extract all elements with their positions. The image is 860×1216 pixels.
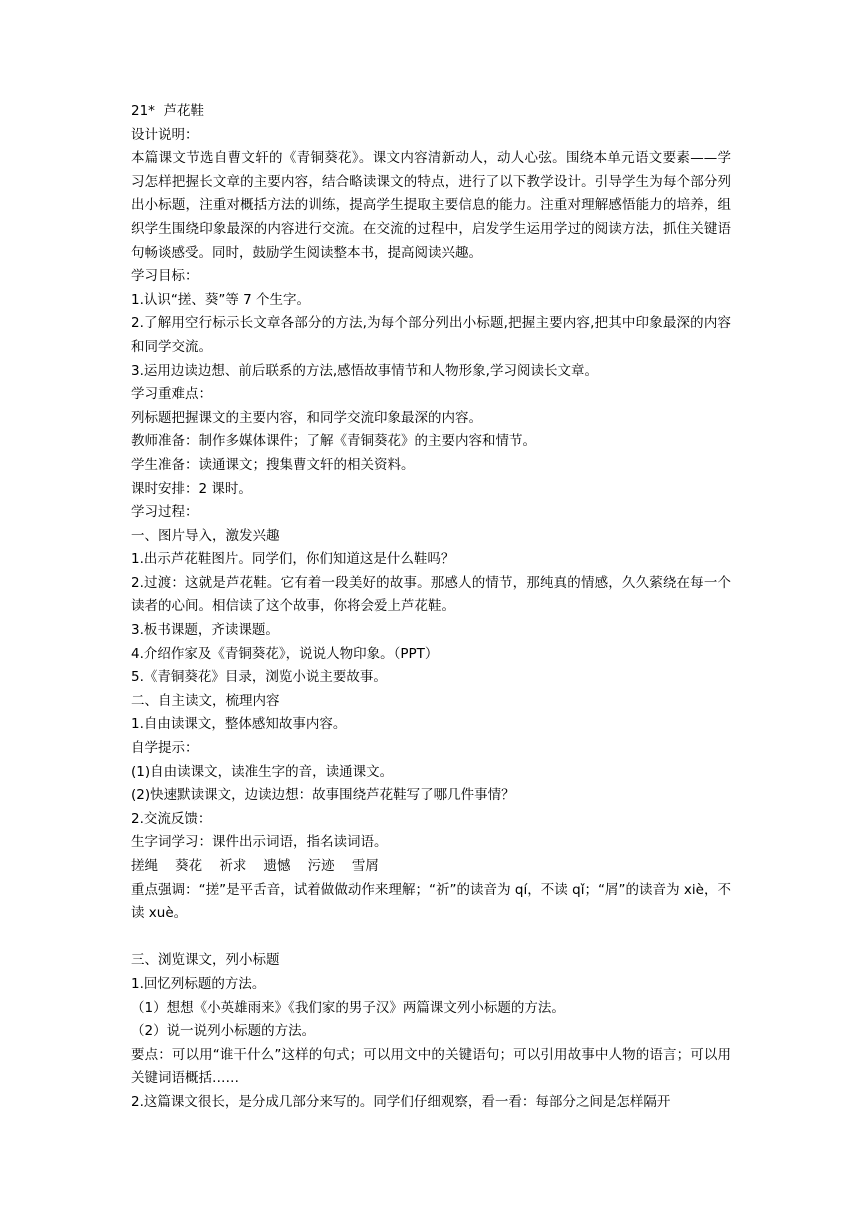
student-prep: 学生准备：读通课文；搜集曹文轩的相关资料。 <box>131 456 415 473</box>
list-item: 3.板书课题，齐读课题。 <box>131 622 279 639</box>
list-item: 5.《青铜葵花》目录，浏览小说主要故事。 <box>131 669 387 686</box>
design-paragraph: 本篇课文节选自曹文轩的《青铜葵花》。课文内容清新动人，动人心弦。围绕本单元语文要素——学习怎样把握长文章的主要内容，结合略读课文的特点，进行了以下教学设计。引导学生为每个部分列出小标题，注重对概括方法的训练，提高学生提取主要信息的能力。注重对理解感悟能力的培养，组织学生围绕印象最深的内容进行交流。在交流的过程中，启发学生运用学过的阅读方法，抓住关键语句畅谈感受。同时，鼓励学生阅读整本书，提高阅读兴趣。 <box>131 150 731 261</box>
hint-item: (2)快速默读课文，边读边想：故事围绕芦花鞋写了哪几件事情？ <box>131 787 515 804</box>
goals-label: 学习目标： <box>131 268 199 285</box>
list-item: 2.过渡：这就是芦花鞋。它有着一段美好的故事。那感人的情节，那纯真的情感，久久萦绕在每一个读者的心间。相信读了这个故事，你将会爱上芦花鞋。 <box>131 574 731 615</box>
section-heading: 三、浏览课文，列小标题 <box>131 952 280 969</box>
sub-item: （2）说一说列小标题的方法。 <box>131 1023 316 1040</box>
list-item: 2.交流反馈： <box>131 810 212 827</box>
key-points-text: 列标题把握课文的主要内容，和同学交流印象最深的内容。 <box>131 409 482 426</box>
lesson-title: 21* 芦花鞋 <box>131 103 205 119</box>
key-points-label: 学习重难点： <box>131 386 212 403</box>
hint-label: 自学提示： <box>131 740 199 757</box>
vocab-label: 生字词学习：课件出示词语，指名读词语。 <box>131 834 388 851</box>
sub-item: （1）想想《小英雄雨来》《我们家的男子汉》两篇课文列小标题的方法。 <box>131 999 565 1016</box>
list-item: 1.自由读课文，整体感知故事内容。 <box>131 716 347 733</box>
goal-item: 3.运用边读边想、前后联系的方法,感悟故事情节和人物形象,学习阅读长文章。 <box>131 362 598 379</box>
section-heading: 二、自主读文，梳理内容 <box>131 692 280 709</box>
document-body <box>131 100 731 1115</box>
list-item: 1.出示芦花鞋图片。同学们，你们知道这是什么鞋吗？ <box>131 551 455 568</box>
goal-item: 1.认识“搓、葵”等 7 个生字。 <box>131 291 311 308</box>
list-item: 4.介绍作家及《青铜葵花》，说说人物印象。（PPT） <box>131 645 439 662</box>
vocab-words: 搓绳 葵花 祈求 遗憾 污迹 雪屑 <box>131 858 379 874</box>
blank-line <box>131 926 731 950</box>
schedule: 课时安排：2 课时。 <box>131 480 252 497</box>
process-label: 学习过程： <box>131 504 199 521</box>
section-heading: 一、图片导入，激发兴趣 <box>131 527 280 544</box>
emphasis-paragraph: 重点强调：“搓”是平舌音，试着做做动作来理解；“祈”的读音为 qí，不读 qǐ；“屑”的读音为 xiè，不读 xuè。 <box>131 881 731 922</box>
list-item: 2.这篇课文很长，是分成几部分来写的。同学们仔细观察，看一看：每部分之间是怎样隔开 <box>131 1093 671 1110</box>
list-item: 1.回忆列标题的方法。 <box>131 975 266 992</box>
teacher-prep: 教师准备：制作多媒体课件；了解《青铜葵花》的主要内容和情节。 <box>131 433 536 450</box>
hint-item: (1)自由读课文，读准生字的音，读通课文。 <box>131 763 394 780</box>
goal-item: 2.了解用空行标示长文章各部分的方法,为每个部分列出小标题,把握主要内容,把其中印象最深的内容和同学交流。 <box>131 315 731 355</box>
design-label: 设计说明： <box>131 126 199 143</box>
points-paragraph: 要点：可以用“谁干什么”这样的句式；可以用文中的关键语句；可以引用故事中人物的语言；可以用关键词语概括…… <box>131 1046 731 1087</box>
